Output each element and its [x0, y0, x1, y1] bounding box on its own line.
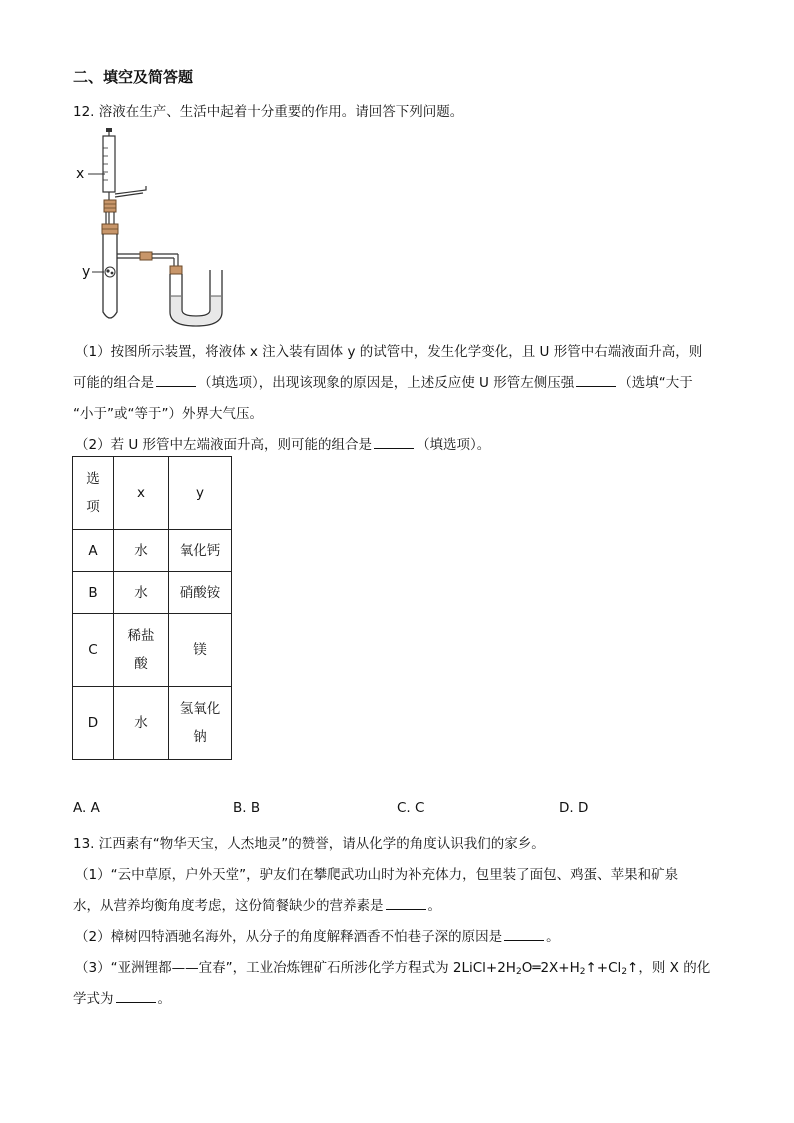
table-row	[73, 530, 232, 572]
q13-part3-text-b: O═2X+H	[521, 960, 580, 976]
rubber-connector	[140, 252, 152, 260]
table-row	[73, 572, 232, 614]
table-header-cell: y	[169, 457, 232, 530]
dropper-top	[106, 128, 112, 132]
subscript: 2	[579, 967, 586, 977]
q13-part1-line1: （1）“云中草原，户外天堂”，驴友们在攀爬武功山时为补充体力，包里装了面包、鸡蛋、苹果和矿泉	[75, 867, 679, 883]
table-cell: 硝酸铵	[169, 572, 232, 614]
table-cell: 水	[114, 687, 169, 760]
choice-c[interactable]: C. C	[397, 800, 425, 816]
choice-d[interactable]: D. D	[559, 800, 589, 816]
table-cell: B	[73, 572, 114, 614]
table-row	[73, 687, 232, 760]
apparatus-diagram	[70, 126, 230, 334]
answer-blank[interactable]	[504, 928, 544, 941]
upper-stopper	[104, 200, 116, 212]
table-cell: C	[73, 614, 114, 687]
q13-part1-text-a: 水，从营养均衡角度考虑，这份简餐缺少的营养素是	[73, 898, 384, 914]
u-tube-stopper	[170, 266, 182, 274]
q12-part1-text-c: （选填“大于	[618, 375, 693, 391]
q13-part3-line2	[73, 987, 171, 1007]
choice-a[interactable]: A. A	[73, 800, 100, 816]
table-cell: 稀盐酸	[114, 614, 169, 687]
test-tube	[103, 234, 117, 318]
choice-b[interactable]: B. B	[233, 800, 261, 816]
table-cell: 氢氧化钠	[169, 687, 232, 760]
answer-blank[interactable]	[576, 374, 616, 387]
q12-part1-text-b: （填选项），出现该现象的原因是，上述反应使 U 形管左侧压强	[198, 375, 575, 391]
q13-part3-text-f: 。	[157, 991, 171, 1007]
table-cell: A	[73, 530, 114, 572]
table-cell: 镁	[169, 614, 232, 687]
options-table	[72, 456, 232, 760]
question-13-stem: 13. 江西素有“物华天宝，人杰地灵”的赞誉，请从化学的角度认识我们的家乡。	[73, 836, 545, 852]
q13-part3-line1	[75, 956, 710, 977]
table-header-cell: 选项	[73, 457, 114, 530]
table-cell: D	[73, 687, 114, 760]
q12-part1-line3: “小于”或“等于”）外界大气压。	[73, 406, 263, 422]
choice-row	[73, 800, 713, 820]
answer-blank[interactable]	[374, 436, 414, 449]
q13-part3-text-a: （3）“亚洲锂都——宜春”，工业冶炼锂矿石所涉化学方程式为 2LiCl+2H	[75, 960, 516, 976]
answer-blank[interactable]	[156, 374, 196, 387]
q12-part1-line1: （1）按图所示装置，将液体 x 注入装有固体 y 的试管中，发生化学变化，且 U 形管中右端液面升高，则	[75, 344, 703, 360]
question-12-stem: 12. 溶液在生产、生活中起着十分重要的作用。请回答下列问题。	[73, 104, 464, 120]
answer-blank[interactable]	[386, 897, 426, 910]
q13-part3-text-e: 学式为	[73, 991, 114, 1007]
u-tube-liquid	[171, 296, 221, 325]
q13-part1-text-b: 。	[427, 898, 441, 914]
q13-part2	[75, 925, 560, 945]
table-row	[73, 614, 232, 687]
q13-part2-text-b: 。	[546, 929, 560, 945]
q13-part3-text-c: ↑+Cl	[585, 960, 622, 976]
q13-part1-line2	[73, 894, 441, 914]
table-cell: 水	[114, 572, 169, 614]
label-y: y	[82, 264, 91, 280]
label-x: x	[76, 166, 85, 182]
q12-part1-line2	[73, 371, 693, 391]
q12-part1-text-a: 可能的组合是	[73, 375, 154, 391]
table-cell: 水	[114, 530, 169, 572]
q12-part2-text-a: （2）若 U 形管中左端液面升高，则可能的组合是	[75, 437, 373, 453]
subscript: 2	[621, 967, 628, 977]
section-title: 二、填空及简答题	[73, 68, 194, 86]
answer-blank[interactable]	[116, 990, 156, 1003]
q12-part2	[75, 433, 490, 453]
q13-part3-text-d: ↑，则 X 的化	[627, 960, 711, 976]
subscript: 2	[515, 967, 522, 977]
table-header-row	[73, 457, 232, 530]
table-header-cell: x	[114, 457, 169, 530]
table-cell: 氧化钙	[169, 530, 232, 572]
q12-part2-text-b: （填选项）。	[416, 437, 491, 453]
q13-part2-text-a: （2）樟树四特酒驰名海外，从分子的角度解释酒香不怕巷子深的原因是	[75, 929, 503, 945]
